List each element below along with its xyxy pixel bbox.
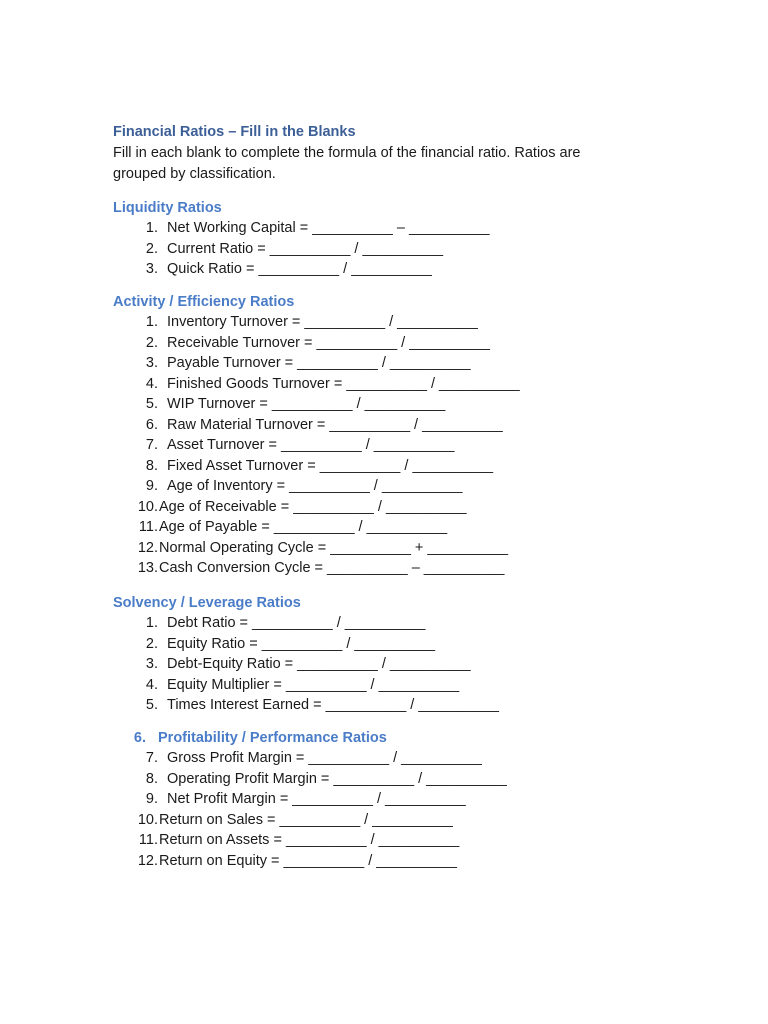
document-title: Financial Ratios – Fill in the Blanks <box>113 124 356 140</box>
list-item <box>113 476 520 497</box>
intro-line: Fill in each blank to complete the formula of the financial ratio. Ratios are <box>113 145 581 161</box>
section-heading: Activity / Efficiency Ratios <box>113 294 295 310</box>
item-number: 4. <box>145 375 158 392</box>
intro-line: grouped by classification. <box>113 165 276 182</box>
list-item <box>113 435 520 456</box>
item-number: 11. <box>138 832 158 848</box>
item-number: 8. <box>145 770 158 787</box>
list-item <box>113 415 520 436</box>
item-number: 1. <box>145 220 158 236</box>
item-text: Normal Operating Cycle = __________ + __________ <box>159 539 509 556</box>
item-text: Raw Material Turnover = __________ / __________ <box>167 416 503 433</box>
list-item <box>113 312 520 333</box>
section-liquidity <box>113 198 490 280</box>
profitability-list <box>113 748 507 871</box>
list-item <box>113 695 499 716</box>
list-item <box>113 218 490 239</box>
item-text: Return on Assets = __________ / __________ <box>159 832 460 848</box>
item-text: Asset Turnover = __________ / __________ <box>167 437 455 453</box>
item-number: 7. <box>145 437 158 453</box>
list-item <box>113 239 490 260</box>
item-text: Equity Multiplier = __________ / __________ <box>167 676 460 693</box>
item-text: Net Working Capital = __________ – __________ <box>167 220 490 236</box>
item-number: 10. <box>137 498 158 515</box>
item-text: Equity Ratio = __________ / __________ <box>167 635 436 652</box>
section-heading: Liquidity Ratios <box>113 200 222 216</box>
section-profitability <box>113 728 507 871</box>
list-item <box>113 517 520 538</box>
list-item <box>113 353 520 374</box>
item-text: Age of Payable = __________ / __________ <box>159 519 448 535</box>
item-text: Cash Conversion Cycle = __________ – __________ <box>159 560 505 576</box>
item-text: Finished Goods Turnover = __________ / __________ <box>167 375 520 392</box>
item-number: 4. <box>145 676 158 693</box>
item-number: 5. <box>145 396 158 412</box>
item-number: 2. <box>145 334 158 351</box>
item-number: 2. <box>145 240 158 257</box>
item-number: 3. <box>145 355 158 371</box>
activity-list <box>113 312 520 579</box>
list-item <box>113 654 499 675</box>
item-number: 3. <box>145 656 158 672</box>
item-number: 9. <box>145 478 158 494</box>
solvency-list <box>113 613 499 716</box>
list-item <box>113 259 490 280</box>
item-text: Gross Profit Margin = __________ / __________ <box>167 750 482 766</box>
list-item <box>113 613 499 634</box>
list-item <box>113 769 507 790</box>
section-heading: Solvency / Leverage Ratios <box>113 595 301 611</box>
item-number: 1. <box>145 314 158 330</box>
item-number: 11. <box>138 519 158 535</box>
heading-text: Profitability / Performance Ratios <box>158 730 387 746</box>
item-text: Receivable Turnover = __________ / __________ <box>167 334 490 351</box>
item-text: Debt Ratio = __________ / __________ <box>167 615 426 631</box>
item-text: Operating Profit Margin = __________ / __________ <box>167 770 507 787</box>
list-item <box>113 497 520 518</box>
list-item <box>113 789 507 810</box>
item-number: 10. <box>137 811 158 828</box>
section-activity <box>113 292 520 579</box>
list-item <box>113 634 499 655</box>
item-number: 6. <box>145 416 158 433</box>
list-item <box>113 394 520 415</box>
item-text: Age of Inventory = __________ / __________ <box>167 478 463 494</box>
list-item <box>113 538 520 559</box>
item-number: 1. <box>145 615 158 631</box>
item-text: Age of Receivable = __________ / __________ <box>159 498 467 515</box>
list-item <box>113 810 507 831</box>
item-number: 9. <box>145 791 158 807</box>
list-item <box>113 748 507 769</box>
item-number: 8. <box>145 457 158 474</box>
item-text: Inventory Turnover = __________ / __________ <box>167 314 478 330</box>
item-text: Payable Turnover = __________ / __________ <box>167 355 471 371</box>
list-item <box>113 851 507 872</box>
item-text: Debt-Equity Ratio = __________ / __________ <box>167 656 471 672</box>
item-text: Current Ratio = __________ / __________ <box>167 240 444 257</box>
item-text: Times Interest Earned = __________ / __________ <box>167 697 499 713</box>
item-number: 2. <box>145 635 158 652</box>
list-item <box>113 456 520 477</box>
item-number: 12. <box>137 852 158 869</box>
heading-number: 6. <box>133 730 146 746</box>
section-solvency <box>113 593 499 716</box>
intro-paragraph <box>113 143 653 184</box>
item-number: 3. <box>145 261 158 277</box>
item-text: Net Profit Margin = __________ / __________ <box>167 791 466 807</box>
list-item <box>113 333 520 354</box>
item-text: Return on Sales = __________ / __________ <box>159 811 453 828</box>
item-number: 7. <box>145 750 158 766</box>
section-heading <box>113 728 507 748</box>
list-item <box>113 675 499 696</box>
item-text: Quick Ratio = __________ / __________ <box>167 261 432 277</box>
list-item <box>113 830 507 851</box>
list-item <box>113 374 520 395</box>
item-number: 12. <box>137 539 158 556</box>
item-text: WIP Turnover = __________ / __________ <box>167 396 446 412</box>
item-number: 5. <box>145 697 158 713</box>
item-text: Fixed Asset Turnover = __________ / __________ <box>167 457 494 474</box>
liquidity-list <box>113 218 490 280</box>
list-item <box>113 558 520 579</box>
item-text: Return on Equity = __________ / __________ <box>159 852 457 869</box>
item-number: 13. <box>137 560 158 576</box>
